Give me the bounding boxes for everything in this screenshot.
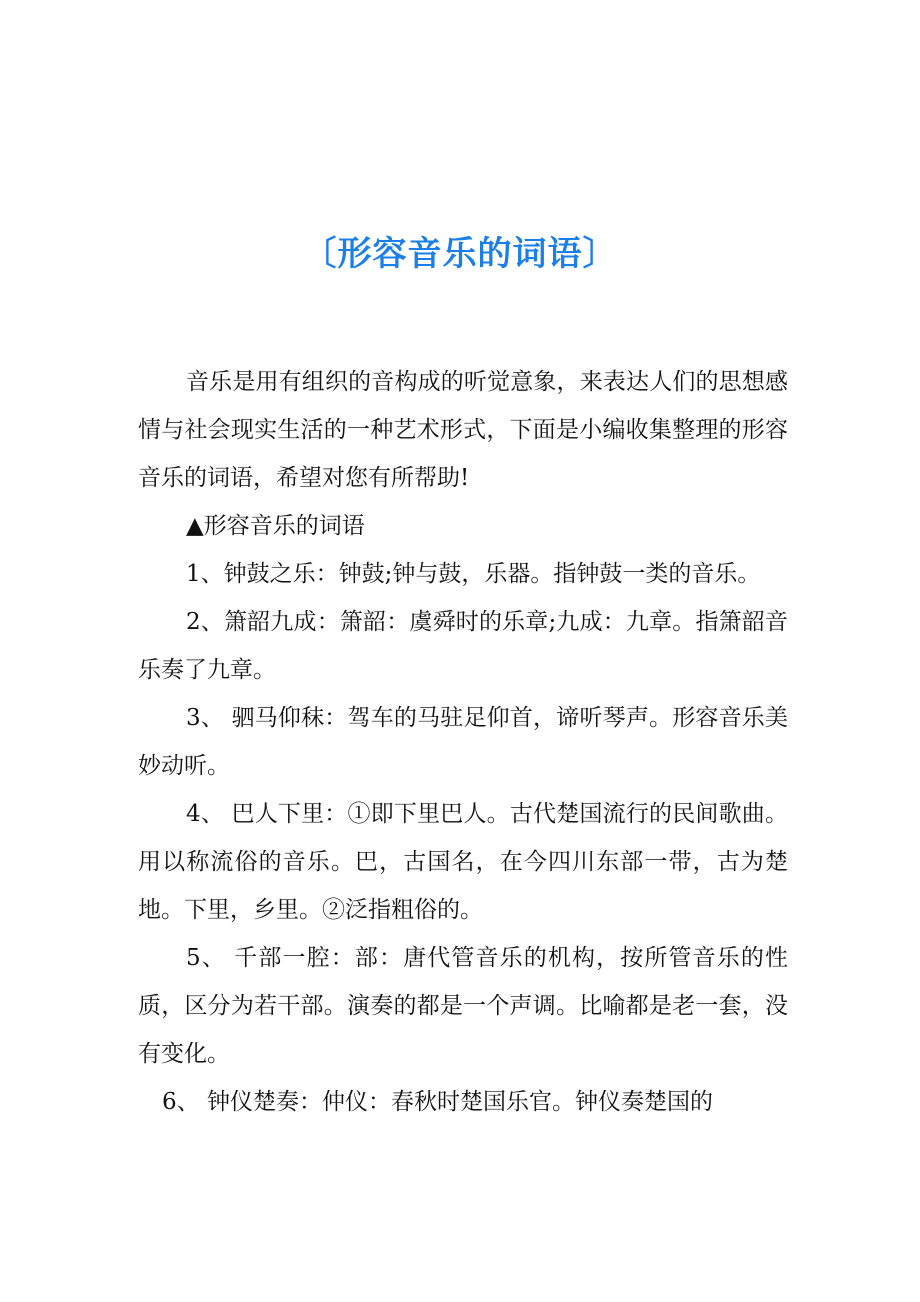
intro-paragraph: 音乐是用有组织的音构成的听觉意象，来表达人们的思想感情与社会现实生活的一种艺术形式，下面是小编收集整理的形容音乐的词语，希望对您有所帮助! bbox=[138, 369, 788, 491]
list-item: 6、 钟仪楚奏：仲仪：春秋时楚国乐官。钟仪奏楚国的 bbox=[162, 1089, 713, 1115]
list-item: 5、 千部一腔：部：唐代管音乐的机构，按所管音乐的性质，区分为若干部。演奏的都是一个声调。比喻都是老一套，没有变化。 bbox=[138, 945, 788, 1067]
list-item: 2、箫韶九成：箫韶：虞舜时的乐章;九成：九章。指箫韶音乐奏了九章。 bbox=[138, 609, 788, 683]
document-body bbox=[138, 358, 788, 1126]
document-title: 〔形容音乐的词语〕 bbox=[302, 234, 618, 274]
section-heading: ▲形容音乐的词语 bbox=[186, 513, 365, 539]
list-item: 1、钟鼓之乐：钟鼓;钟与鼓，乐器。指钟鼓一类的音乐。 bbox=[186, 561, 761, 587]
list-item: 3、 驷马仰秣：驾车的马驻足仰首，谛听琴声。形容音乐美妙动听。 bbox=[138, 705, 788, 779]
list-item: 4、 巴人下里：①即下里巴人。古代楚国流行的民间歌曲。用以称流俗的音乐。巴，古国名，在今四川东部一带，古为楚地。下里，乡里。②泛指粗俗的。 bbox=[138, 801, 788, 923]
